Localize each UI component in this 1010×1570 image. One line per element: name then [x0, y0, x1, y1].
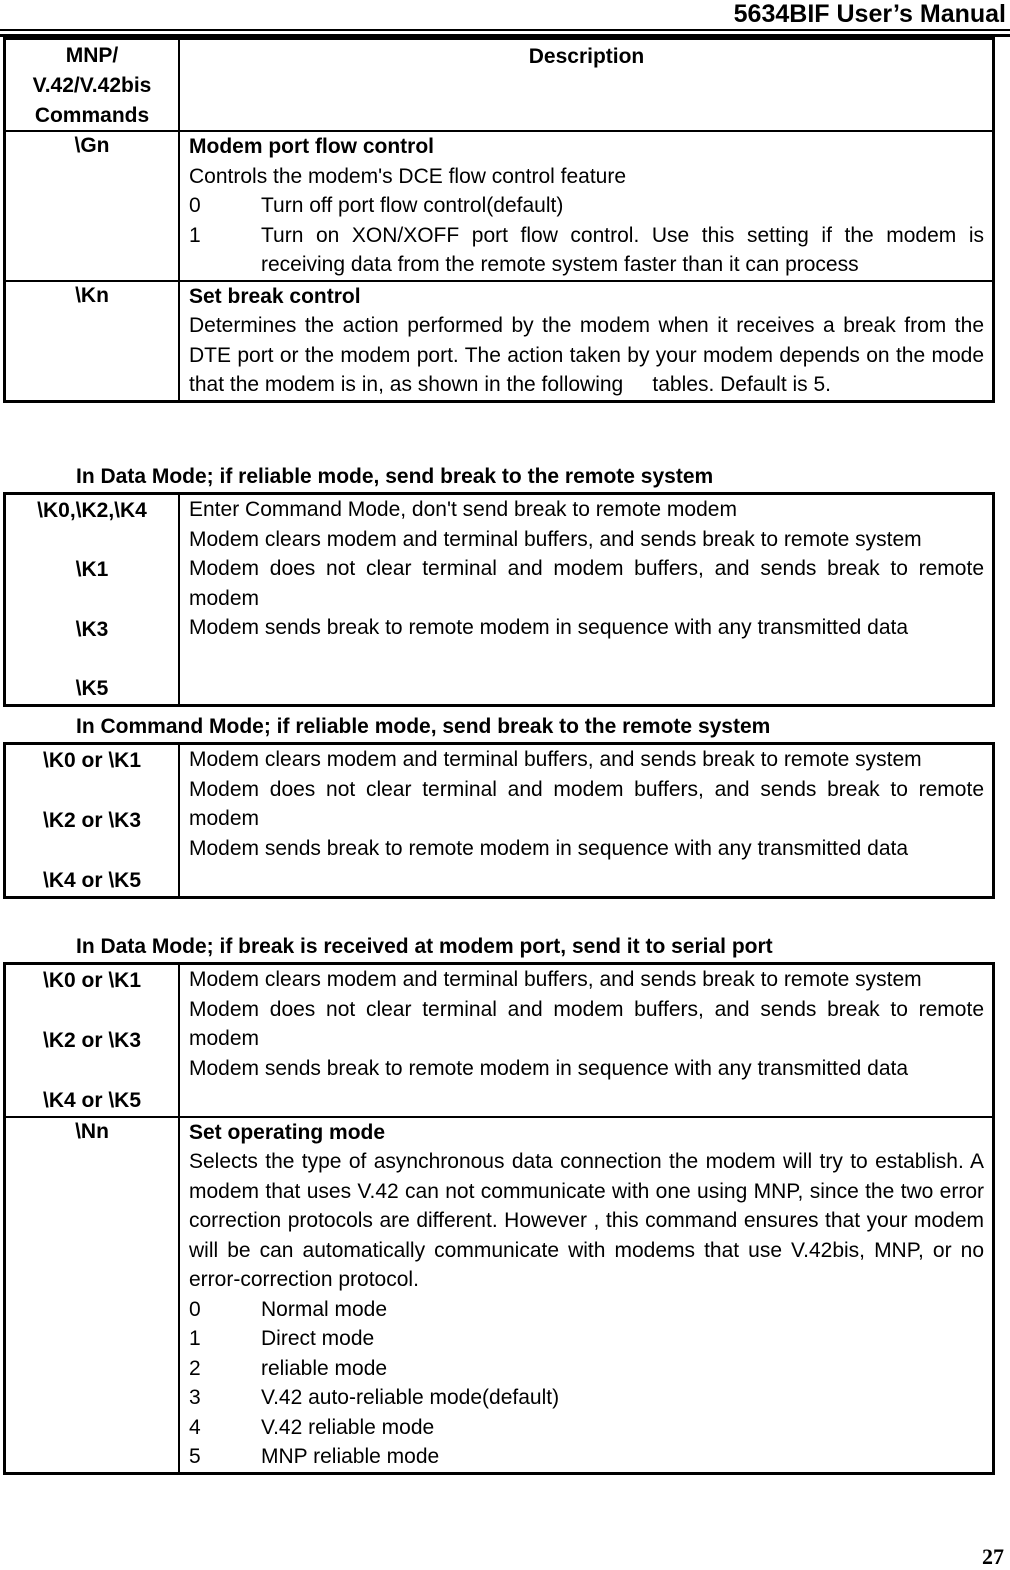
desc-gn [180, 132, 992, 280]
text-gn: Controls the modem's DCE flow control feature [189, 164, 627, 188]
desc-line: Modem does not clear terminal and modem buffers, and sends break to remote modem [189, 777, 984, 830]
section-title-data-reliable: In Data Mode; if reliable mode, send break to the remote system [76, 465, 714, 488]
text-nn: Selects the type of asynchronous data connection the modem will try to establish. A modem that uses V.42 can not communicate with one using MNP, since the two error correction protocols are different. However , this command ensures that your modem will be can automatically communicate with modems that use V.42bis, MNP, or no error-correction protocol. [189, 1150, 984, 1291]
desc-line: Modem clears modem and terminal buffers, and sends break to remote system [189, 527, 922, 551]
desc-line: Modem does not clear terminal and modem buffers, and sends break to remote modem [189, 997, 984, 1050]
label-k5: \K5 [75, 677, 109, 700]
desc-nn [180, 1118, 992, 1472]
label-k3: \K3 [75, 618, 109, 641]
header-rule [0, 29, 1010, 31]
label-k2-or-k3: \K2 or \K3 [42, 809, 142, 832]
table-break-serial [3, 962, 995, 1475]
desc-line: Modem does not clear terminal and modem buffers, and sends break to remote modem [189, 557, 984, 610]
command-kn: \Kn [6, 282, 180, 400]
table-command-reliable [3, 742, 995, 899]
list-item: 5 MNP reliable mode [189, 1445, 440, 1468]
page-number: 27 [982, 1544, 1004, 1569]
command-gn: \Gn [6, 132, 180, 280]
list-item: 0 Turn off port flow control(default) [189, 194, 564, 217]
title-kn: Set break control [189, 284, 361, 308]
descriptions-col [180, 745, 992, 896]
section-title-command-reliable: In Command Mode; if reliable mode, send break to the remote system [76, 715, 771, 738]
desc-line: Modem clears modem and terminal buffers, and sends break to remote system [189, 748, 922, 771]
labels-col [6, 745, 180, 896]
table-header-row [6, 40, 992, 132]
desc-line: Modem sends break to remote modem in sequence with any transmitted data [189, 836, 909, 860]
desc-line: Enter Command Mode, don't send break to remote modem [189, 498, 737, 521]
table-row [6, 745, 992, 896]
list-item: 3 V.42 auto-reliable mode(default) [189, 1386, 560, 1409]
label-k0-or-k1: \K0 or \K1 [42, 749, 142, 772]
header-line: V.42/V.42bis [32, 74, 152, 97]
desc-kn [180, 282, 992, 400]
table-data-reliable [3, 492, 995, 707]
labels-col [6, 965, 180, 1116]
label-k1: \K1 [75, 558, 109, 581]
label-k0-k2-k4: \K0,\K2,\K4 [37, 499, 147, 522]
command-nn: \Nn [6, 1118, 180, 1472]
list-item: 4 V.42 reliable mode [189, 1415, 435, 1439]
list-item: 1 Direct mode [189, 1327, 375, 1350]
table-row [6, 495, 992, 704]
descriptions-col [180, 965, 992, 1116]
table-row [6, 965, 992, 1118]
col-commands-header [6, 40, 180, 130]
label-k4-or-k5: \K4 or \K5 [42, 869, 142, 892]
desc-line: Modem sends break to remote modem in sequence with any transmitted data [189, 1056, 909, 1080]
command-table-main [3, 37, 995, 403]
desc-line: Modem sends break to remote modem in sequence with any transmitted data [189, 616, 909, 639]
list-item: 0 Normal mode [189, 1297, 388, 1321]
command-row-nn [6, 1118, 992, 1472]
header-line: Commands [34, 104, 150, 127]
label-k4-or-k5: \K4 or \K5 [42, 1089, 142, 1112]
section-title-break-serial: In Data Mode; if break is received at modem port, send it to serial port [76, 935, 773, 958]
label-k0-or-k1: \K0 or \K1 [42, 969, 142, 992]
labels-col [6, 495, 180, 704]
title-nn: Set operating mode [189, 1120, 386, 1144]
list-item: 2 reliable mode [189, 1356, 388, 1380]
command-row-gn [6, 132, 992, 282]
desc-line: Modem clears modem and terminal buffers, and sends break to remote system [189, 968, 922, 991]
col-description-header: Description [528, 45, 645, 68]
descriptions-col [180, 495, 992, 704]
list-item: 1 Turn on XON/XOFF port flow control. Use this setting if the modem is receiving data from the remote system faster than it can process [189, 223, 984, 276]
label-k2-or-k3: \K2 or \K3 [42, 1029, 142, 1052]
command-row-kn [6, 282, 992, 400]
header-line: MNP/ [65, 44, 119, 67]
title-gn: Modem port flow control [189, 135, 434, 158]
text-kn: Determines the action performed by the modem when it receives a break from the DTE port or the modem port. The action taken by your modem depends on the mode that the modem is in, as shown in the following tables. Default is 5. [189, 314, 990, 396]
manual-title: 5634BIF User’s Manual [733, 0, 1006, 28]
